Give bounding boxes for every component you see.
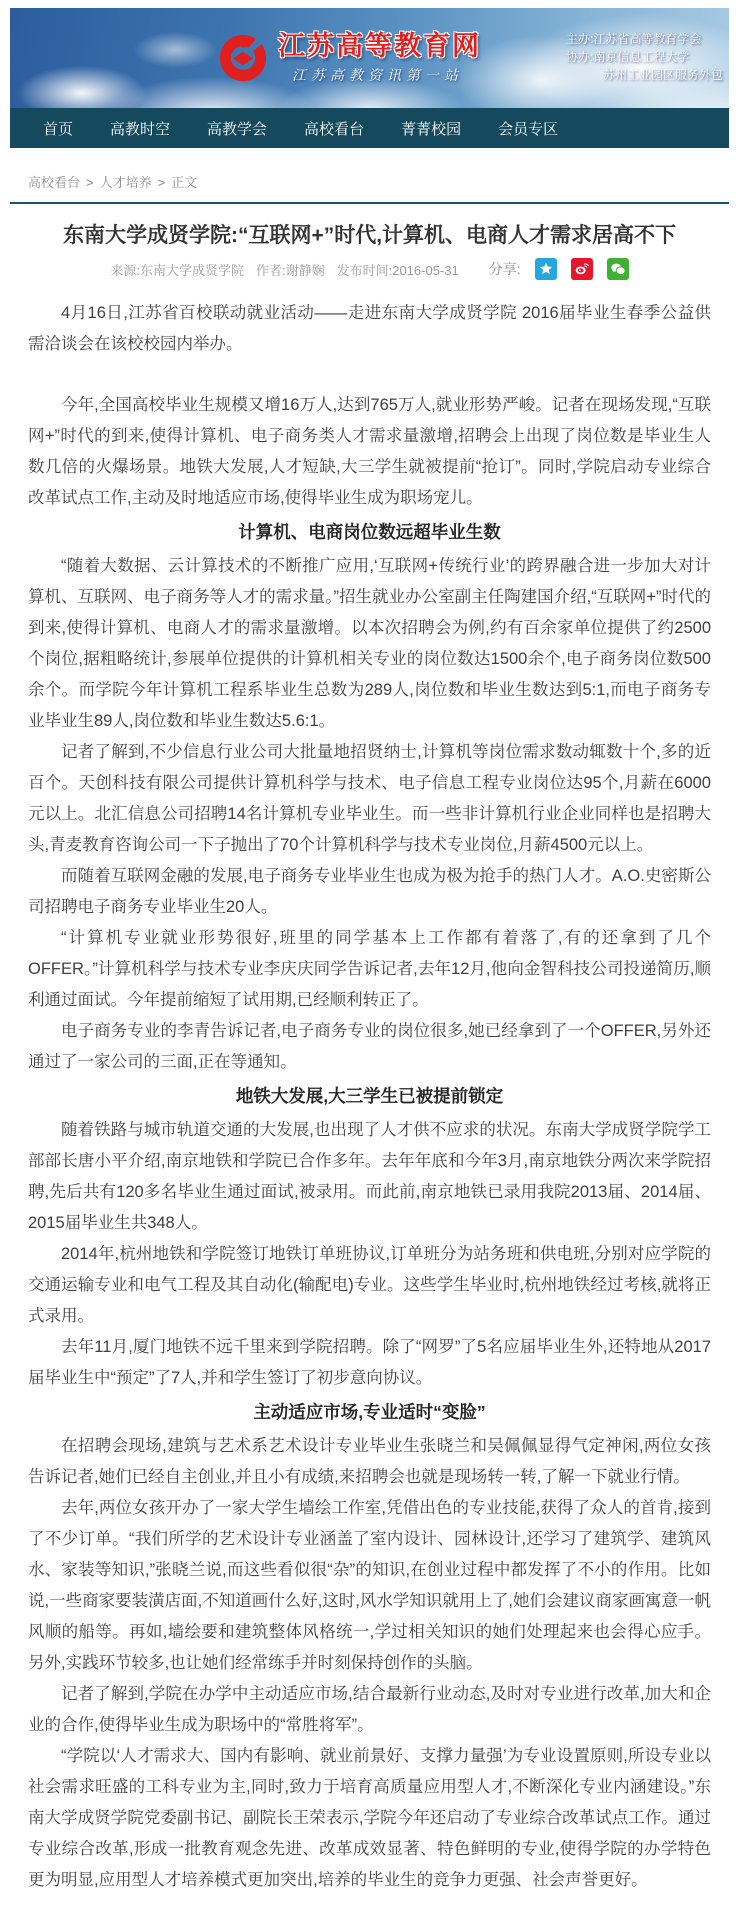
sponsor-line: 苏州工业园区服务外包 bbox=[602, 68, 723, 82]
page bbox=[10, 8, 729, 1930]
nav-item-member-zone[interactable]: 会员专区 bbox=[498, 120, 559, 138]
sponsor-info bbox=[566, 30, 723, 84]
paragraph: “随着大数据、云计算技术的不断推广应用,‘互联网+传统行业’的跨界融合进一步加大对计算机、互联网、电子商务等人才的需求量。”招生就业办公室副主任陶建国介绍,“互联网+”时代的到来,使得计算机、电商人才的需求量激增。以本次招聘会为例,约有百余家单位提供了约2500个岗位,据粗略统计,参展单位提供的计算机相关专业的岗位数达1500余个,电子商务岗位数500余个。而学院今年计算机工程系毕业生总数为289人,岗位数和毕业生数达到5:1,而电子商务专业毕业生89人,岗位数和毕业生数达5.6:1。 bbox=[28, 557, 711, 730]
paragraph: 记者了解到,学院在办学中主动适应市场,结合最新行业动态,及时对专业进行改革,加大和企业的合作,使得毕业生成为职场中的“常胜将军”。 bbox=[28, 1685, 711, 1734]
site-name: 江苏高等教育网 bbox=[278, 31, 481, 61]
paragraph: 记者了解到,不少信息行业公司大批量地招贤纳士,计算机等岗位需求数动辄数十个,多的近百个。天创科技有限公司提供计算机科学与技术、电子信息工程专业岗位达95个,月薪在6000元以上。北汇信息公司招聘14名计算机专业毕业生。而一些非计算机行业企业同样也是招聘大头,青麦教育咨询公司一下子抛出了70个计算机科学与技术专业岗位,月薪4500元以上。 bbox=[28, 743, 711, 854]
paragraph: 而随着互联网金融的发展,电子商务专业毕业生也成为极为抢手的热门人才。A.O.史密斯公司招聘电子商务专业毕业生20人。 bbox=[28, 867, 711, 916]
site-logo-icon bbox=[218, 33, 268, 83]
share-qzone-icon[interactable] bbox=[535, 258, 557, 280]
sponsor-line: 主办:江苏省高等教育学会 bbox=[565, 32, 702, 46]
sponsor-line: 协办:南京信息工程大学 bbox=[565, 50, 690, 64]
breadcrumb-item-rencai-peiyang[interactable]: 人才培养 bbox=[99, 175, 152, 190]
breadcrumb-separator: > bbox=[86, 175, 94, 190]
paragraph: 电子商务专业的李青告诉记者,电子商务专业的岗位很多,她已经拿到了一个OFFER,另外还通过了一家公司的三面,正在等通知。 bbox=[28, 1022, 711, 1071]
section-heading-market-adapt: 主动适应市场,专业适时“变脸” bbox=[253, 1402, 486, 1422]
article-meta bbox=[10, 258, 729, 280]
share-wechat-icon[interactable] bbox=[607, 258, 629, 280]
site-banner bbox=[10, 8, 729, 108]
nav-item-home[interactable]: 首页 bbox=[43, 120, 74, 138]
nav-item-gaoxiao-kantai[interactable]: 高校看台 bbox=[304, 120, 365, 138]
nav-item-gaojiao-shikong[interactable]: 高教时空 bbox=[110, 120, 171, 138]
breadcrumb-item-current: 正文 bbox=[171, 175, 198, 190]
section-heading-computer-ecommerce: 计算机、电商岗位数远超毕业生数 bbox=[238, 522, 501, 542]
paragraph: 4月16日,江苏省百校联动就业活动——走进东南大学成贤学院 2016届毕业生春季公益供需洽谈会在该校校园内举办。 bbox=[28, 304, 711, 353]
share-label: 分享: bbox=[488, 261, 521, 277]
paragraph: 去年,两位女孩开办了一家大学生墙绘工作室,凭借出色的专业技能,获得了众人的首肯,接到了不少订单。“我们所学的艺术设计专业涵盖了室内设计、园林设计,还学习了建筑学、建筑风水、家装等知识,”张晓兰说,而这些看似很“杂”的知识,在创业过程中都发挥了不小的作用。比如说,一些商家要装潢店面,不知道画什么好,这时,风水学知识就用上了,她们会建议商家画寓意一帆风顺的船等。再如,墙绘要和建筑整体风格统一,学过相关知识的她们处理起来也会得心应手。另外,实践环节较多,也让她们经常练手并时刻保持创作的头脑。 bbox=[28, 1499, 711, 1672]
meta-publish-time: 发布时间:2016-05-31 bbox=[336, 262, 459, 278]
paragraph: “学院以‘人才需求大、国内有影响、就业前景好、支撑力量强’为专业设置原则,所设专业以社会需求旺盛的工科专业为主,同时,致力于培育高质量应用型人才,不断深化专业内涵建设。”东南大学成贤学院党委副书记、副院长王荣表示,学院今年还启动了专业综合改革试点工作。通过专业综合改革,形成一批教育观念先进、改革成效显著、特色鲜明的专业,使得学院的办学特色更为明显,应用型人才培养模式更加突出,培养的毕业生的竞争力更强、社会声誉更好。 bbox=[28, 1747, 711, 1889]
site-logo[interactable] bbox=[218, 31, 481, 85]
share-weibo-icon[interactable] bbox=[571, 258, 593, 280]
meta-author: 作者:谢静娴 bbox=[255, 262, 325, 278]
section-heading-subway: 地铁大发展,大三学生已被提前锁定 bbox=[235, 1086, 504, 1106]
article-title: 东南大学成贤学院:“互联网+”时代,计算机、电商人才需求居高不下 bbox=[62, 224, 677, 247]
paragraph: 在招聘会现场,建筑与艺术系艺术设计专业毕业生张晓兰和吴佩佩显得气定神闲,两位女孩告诉记者,她们已经自主创业,并且小有成绩,来招聘会也就是现场转一转,了解一下就业行情。 bbox=[28, 1437, 711, 1486]
breadcrumb-item-gaoxiao-kantai[interactable]: 高校看台 bbox=[28, 175, 81, 190]
paragraph: 2014年,杭州地铁和学院签订地铁订单班协议,订单班分为站务班和供电班,分别对应学院的交通运输专业和电气工程及其自动化(输配电)专业。这些学生毕业时,杭州地铁经过考核,就将正式录用。 bbox=[28, 1245, 711, 1325]
nav-item-gaojiao-xuehui[interactable]: 高教学会 bbox=[207, 120, 268, 138]
main-nav bbox=[10, 108, 729, 148]
breadcrumb-separator: > bbox=[157, 175, 166, 190]
site-tagline: 江苏高教资讯第一站 bbox=[292, 67, 463, 83]
paragraph: 随着铁路与城市轨道交通的大发展,也出现了人才供不应求的状况。东南大学成贤学院学工部部长唐小平介绍,南京地铁和学院已合作多年。去年年底和今年3月,南京地铁分两次来学院招聘,先后共有120多名毕业生通过面试,被录用。而此前,南京地铁已录用我院2013届、2014届、2015届毕业生共348人。 bbox=[28, 1121, 711, 1232]
article-body bbox=[10, 284, 729, 1930]
site-logo-text bbox=[278, 31, 481, 85]
meta-source: 来源:东南大学成贤学院 bbox=[110, 262, 244, 278]
breadcrumb bbox=[10, 172, 729, 191]
paragraph: 去年11月,厦门地铁不远千里来到学院招聘。除了“网罗”了5名应届毕业生外,还特地从2017届毕业生中“预定”了7人,并和学生签订了初步意向协议。 bbox=[28, 1338, 711, 1387]
paragraph: “计算机专业就业形势很好,班里的同学基本上工作都有着落了,有的还拿到了几个OFFER。”计算机科学与技术专业李庆庆同学告诉记者,去年12月,他向金智科技公司投递简历,顺利通过面试。今年提前缩短了试用期,已经顺利转正了。 bbox=[28, 929, 711, 1009]
paragraph: 今年,全国高校毕业生规模又增16万人,达到765万人,就业形势严峻。记者在现场发现,“互联网+”时代的到来,使得计算机、电子商务类人才需求量激增,招聘会上出现了岗位数是毕业生人数几倍的火爆场景。地铁大发展,人才短缺,大三学生就被提前“抢订”。同时,学院启动专业综合改革试点工作,主动及时地适应市场,使得毕业生成为职场宠儿。 bbox=[28, 396, 711, 507]
nav-item-jingjing-xiaoyuan[interactable]: 菁菁校园 bbox=[401, 120, 462, 138]
section-divider bbox=[10, 202, 729, 204]
